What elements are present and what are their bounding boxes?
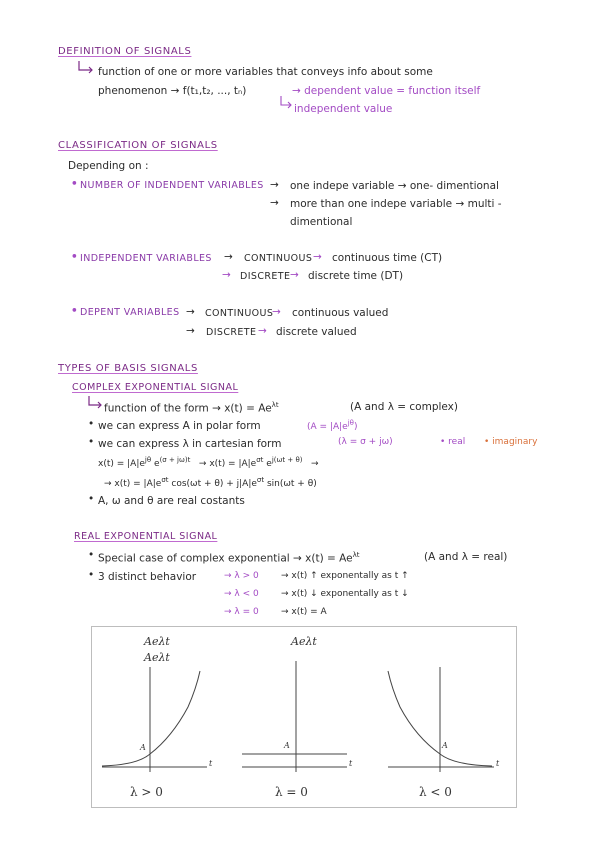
bullet: • [71,251,78,263]
bullet: • [88,569,95,581]
discrete-time: discrete time (DT) [308,270,404,282]
arrow: → [186,325,195,337]
arrow: → [222,269,231,281]
arrow: → [258,325,267,337]
equation-1: $x(t) = |A|e^{j\theta}$ $e^{(\sigma + j\omega)t}$ → $x(t) = |A|e^{\sigma t}$ $e^{j(\omega t + \theta)}$ → [98,456,319,469]
panel2-ylabel: Aeλt [291,635,317,648]
bullet: • [71,305,78,317]
arrow: → [272,306,281,318]
bullet: • [88,436,95,448]
complex-heading: COMPLEX EXPONENTIAL SIGNAL [72,382,239,393]
panel3-xlabel: t [496,759,500,768]
polar-eq: $(A = |A|e^{j\theta})$ [307,419,358,432]
num-vars-r2: more than one indepe variable → multi - [290,198,502,210]
distinct-behavior: 3 distinct behavior [98,571,197,583]
num-vars-label: NUMBER OF INDENDENT VARIABLES [80,180,264,191]
bullet: • [88,549,95,561]
depending-label: Depending on : [68,160,149,172]
definition-line2b: → dependent value = function itself [292,85,481,97]
panel3-caption: λ < 0 [419,785,452,799]
panel1-xlabel: t [209,759,213,768]
definition-line2a: phenomenon → f(t₁,t₂, ..., tₙ) [98,85,247,97]
behavior-3-result: → x(t) = A [281,607,327,617]
arrow: → [270,179,279,191]
continuous-label: CONTINUOUS [244,253,313,264]
bullet: • [71,178,78,190]
behavior-2-result: → x(t) ↓ exponentally as t ↓ [281,589,409,599]
dep-vars-label: DEPENT VARIABLES [80,307,180,318]
polar-line: we can express A in polar form [98,420,261,432]
bullet: • [88,418,95,430]
behavior-2-cond: → λ < 0 [224,589,259,599]
panel1-ylabel2: Aeλt [144,651,170,664]
arrow: → [290,269,299,281]
panel2-point: A [284,741,290,750]
panel2-xlabel: t [349,759,353,768]
discrete-valued: discrete valued [276,326,357,338]
continuous-valued: continuous valued [292,307,389,319]
definition-heading: DEFINITION OF SIGNALS [58,46,192,57]
imaginary-tag: • imaginary [484,437,538,447]
growing-curve [102,671,200,766]
num-vars-r3: dimentional [290,216,353,228]
form-line: function of the form → $x(t) = Ae^{\lambda t}$ [104,401,279,415]
panel2-caption: λ = 0 [275,785,308,799]
panel1-ylabel: Aeλt [144,635,170,648]
definition-line1: function of one or more variables that conveys info about some [98,66,433,78]
behavior-3-cond: → λ = 0 [224,607,259,617]
constants-line: A, ω and θ are real costants [98,495,245,507]
bullet: • [88,493,95,505]
real-tag: • real [440,437,466,447]
cartesian-eq: (λ = σ + jω) [338,437,393,447]
panel3-point: A [442,741,448,750]
arrow: → [186,306,195,318]
continuous-label: CONTINUOUS [205,308,274,319]
num-vars-r1: one indepe variable → one- dimentional [290,180,499,192]
cartesian-line: we can express λ in cartesian form [98,438,282,450]
exponential-figure [91,626,517,808]
equation-2: → $x(t) = |A|e^{\sigma t}$ $\cos(\omega t + \theta) + j|A|e^{\sigma t}$ sin(ωt + θ) [104,476,317,489]
hook-arrow-icon [279,96,293,113]
classification-heading: CLASSIFICATION OF SIGNALS [58,140,218,151]
hook-arrow-icon [86,396,104,413]
arrow: → [224,251,233,263]
panel1-point: A [140,743,146,752]
behavior-1-cond: → λ > 0 [224,571,259,581]
continuous-time: continuous time (CT) [332,252,443,264]
definition-line3: independent value [294,103,393,115]
arrow: → [313,251,322,263]
indep-vars-label: INDEPENDENT VARIABLES [80,253,212,264]
types-heading: TYPES OF BASIS SIGNALS [58,363,198,374]
real-exp-heading: REAL EXPONENTIAL SIGNAL [74,531,218,542]
form-note: (A and λ = complex) [350,401,458,413]
panel1-caption: λ > 0 [130,785,163,799]
hook-arrow-icon [76,60,96,77]
special-case: Special case of complex exponential → $x(t) = Ae^{\lambda t}$ [98,551,360,565]
arrow: → [270,197,279,209]
special-note: (A and λ = real) [424,551,508,563]
discrete-label: DISCRETE [206,327,257,338]
discrete-label: DISCRETE [240,271,291,282]
behavior-1-result: → x(t) ↑ exponentally as t ↑ [281,571,409,581]
